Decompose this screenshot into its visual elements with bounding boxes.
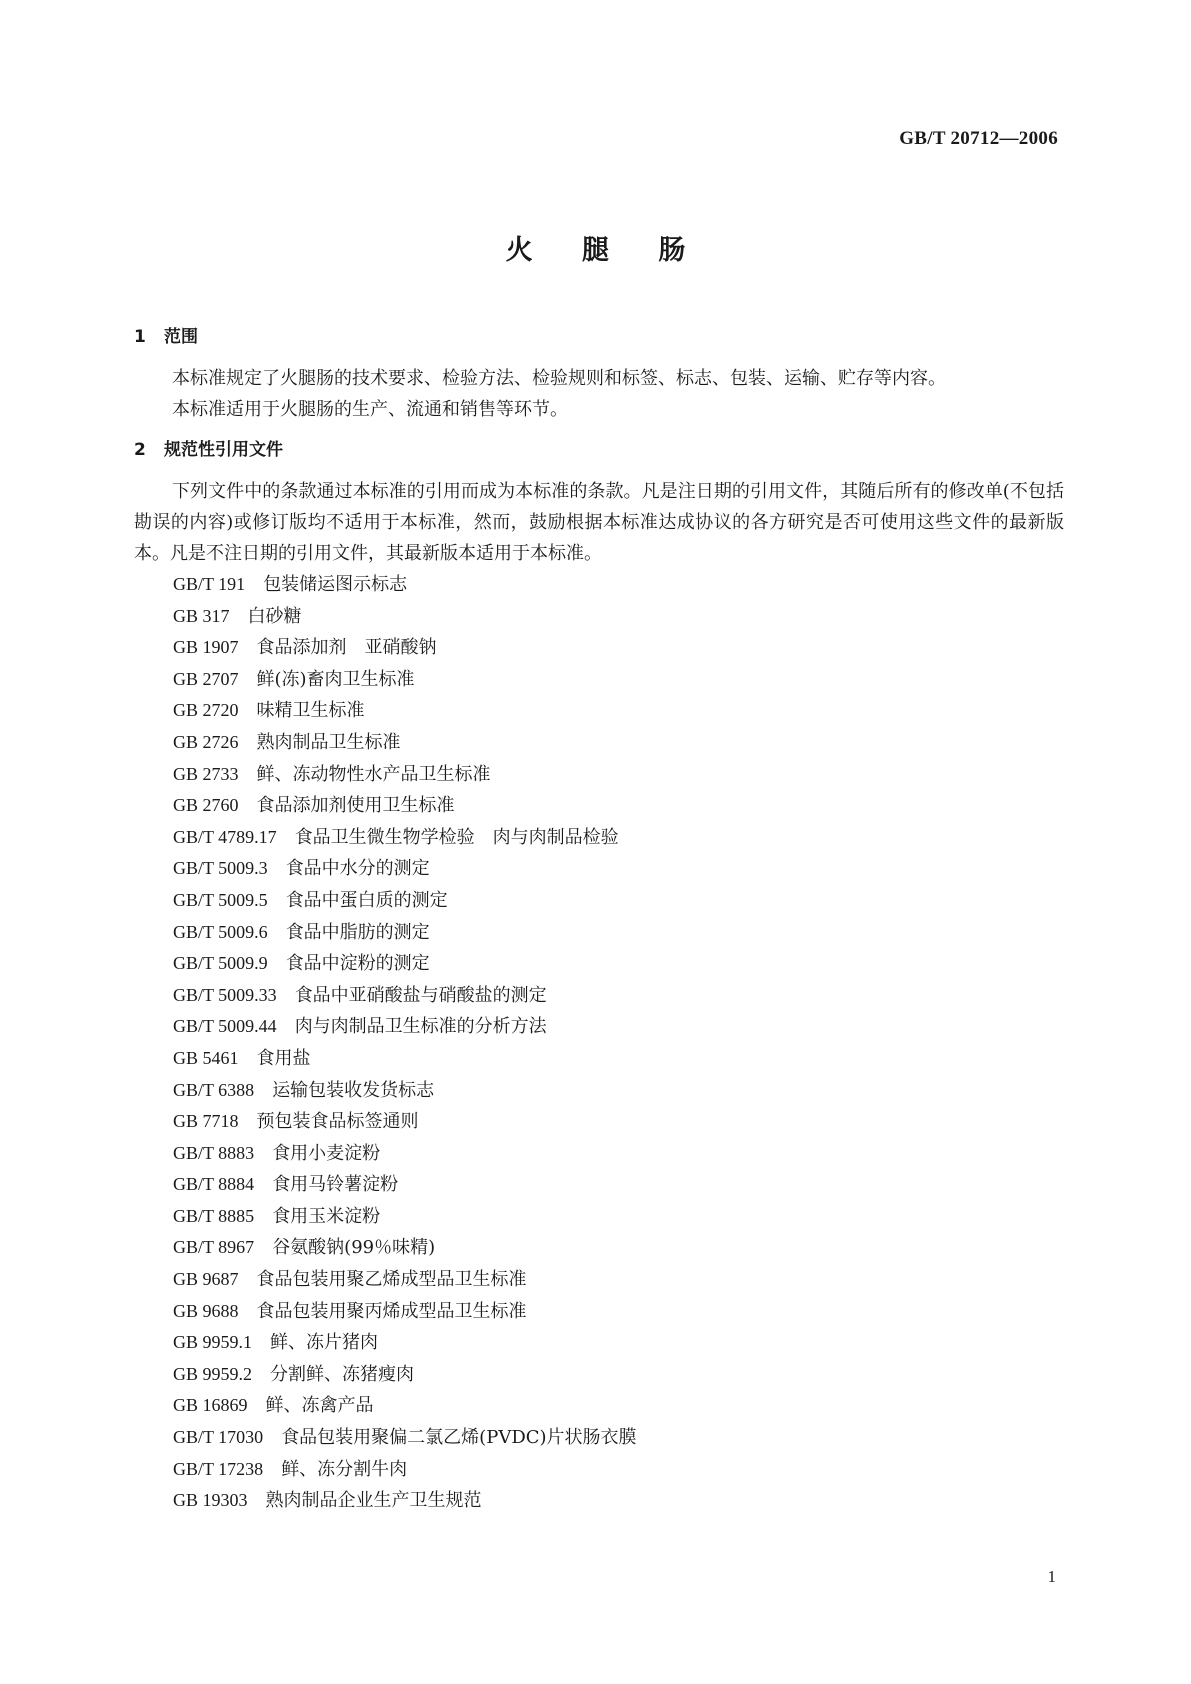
document-body <box>134 322 1064 1517</box>
reference-item <box>134 1422 1064 1454</box>
reference-title: 食品卫生微生物学检验 肉与肉制品检验 <box>294 826 619 848</box>
reference-item <box>134 853 1064 885</box>
reference-title: 食品包装用聚丙烯成型品卫生标准 <box>256 1300 527 1322</box>
reference-title: 谷氨酸钠(99％味精) <box>272 1237 436 1259</box>
reference-item <box>134 1201 1064 1233</box>
reference-item <box>134 1138 1064 1170</box>
reference-item <box>134 885 1064 917</box>
reference-title: 运输包装收发货标志 <box>272 1079 435 1101</box>
reference-item <box>134 632 1064 664</box>
reference-code: GB 1907 <box>173 637 239 658</box>
reference-title: 食品中脂肪的测定 <box>285 921 430 943</box>
reference-item <box>134 948 1064 980</box>
reference-item <box>134 1296 1064 1328</box>
reference-item <box>134 664 1064 696</box>
reference-item <box>134 1011 1064 1043</box>
reference-code: GB/T 8884 <box>173 1174 255 1195</box>
reference-code: GB/T 17030 <box>173 1427 264 1448</box>
standard-code: GB/T 20712—2006 <box>899 128 1058 149</box>
scope-paragraph: 本标准规定了火腿肠的技术要求、检验方法、检验规则和标签、标志、包装、运输、贮存等内容。 <box>172 368 946 389</box>
reference-code: GB/T 5009.6 <box>173 921 268 942</box>
reference-title: 食品包装用聚偏二氯乙烯(PVDC)片状肠衣膜 <box>281 1427 637 1449</box>
reference-code: GB/T 5009.33 <box>173 984 277 1005</box>
reference-code: GB/T 6388 <box>173 1079 255 1100</box>
references-body <box>134 476 1064 1517</box>
scope-paragraph: 本标准适用于火腿肠的生产、流通和销售等环节。 <box>172 399 568 420</box>
reference-item <box>134 1327 1064 1359</box>
reference-title: 鲜、冻动物性水产品卫生标准 <box>256 763 491 785</box>
reference-title: 包装储运图示标志 <box>263 574 408 595</box>
section-heading-normative-references <box>134 435 1064 466</box>
reference-code: GB 9687 <box>173 1269 239 1290</box>
document-title: 火 腿 肠 <box>505 235 706 266</box>
reference-title: 食品中亚硝酸盐与硝酸盐的测定 <box>294 984 547 1006</box>
reference-item <box>134 1232 1064 1264</box>
reference-item <box>134 1454 1064 1486</box>
section-number: 1 <box>134 327 146 347</box>
reference-item <box>134 1390 1064 1422</box>
reference-title: 肉与肉制品卫生标准的分析方法 <box>294 1016 547 1038</box>
section-title: 规范性引用文件 <box>164 440 283 460</box>
section-heading-scope <box>134 322 1064 353</box>
reference-item <box>134 1485 1064 1517</box>
reference-item <box>134 1043 1064 1075</box>
reference-title: 食用盐 <box>256 1047 311 1069</box>
reference-title: 鲜(冻)畜肉卫生标准 <box>256 668 415 690</box>
reference-title: 熟肉制品卫生标准 <box>256 731 401 753</box>
page-number: 1 <box>1047 1567 1056 1586</box>
reference-code: GB 9959.1 <box>173 1332 253 1353</box>
reference-title: 鲜、冻片猪肉 <box>270 1332 379 1354</box>
reference-title: 分割鲜、冻猪瘦肉 <box>270 1363 415 1385</box>
reference-code: GB/T 5009.3 <box>173 858 268 879</box>
scope-body <box>134 363 1064 425</box>
reference-title: 鲜、冻分割牛肉 <box>281 1458 408 1480</box>
section-title: 范围 <box>164 327 198 347</box>
reference-list <box>134 569 1064 1517</box>
reference-title: 食品中蛋白质的测定 <box>285 889 448 911</box>
reference-title: 熟肉制品企业生产卫生规范 <box>265 1490 482 1512</box>
reference-code: GB 2733 <box>173 763 239 784</box>
reference-code: GB 16869 <box>173 1395 248 1416</box>
reference-item <box>134 1106 1064 1138</box>
reference-item <box>134 1169 1064 1201</box>
reference-code: GB 2707 <box>173 668 239 689</box>
reference-title: 食用小麦淀粉 <box>272 1142 381 1164</box>
reference-title: 味精卫生标准 <box>256 700 365 722</box>
reference-code: GB 9959.2 <box>173 1363 253 1384</box>
reference-code: GB 2760 <box>173 795 239 816</box>
reference-title: 食用玉米淀粉 <box>272 1205 381 1227</box>
reference-code: GB 9688 <box>173 1300 239 1321</box>
reference-code: GB/T 8967 <box>173 1237 255 1258</box>
reference-title: 白砂糖 <box>247 605 302 627</box>
reference-code: GB 317 <box>173 605 230 626</box>
reference-item <box>134 980 1064 1012</box>
reference-item <box>134 569 1064 601</box>
reference-item <box>134 695 1064 727</box>
reference-item <box>134 601 1064 633</box>
reference-title: 食品添加剂 亚硝酸钠 <box>256 637 437 659</box>
reference-code: GB/T 4789.17 <box>173 826 277 847</box>
reference-code: GB/T 5009.5 <box>173 889 268 910</box>
reference-item <box>134 759 1064 791</box>
reference-title: 鲜、冻禽产品 <box>265 1395 374 1417</box>
reference-item <box>134 727 1064 759</box>
reference-code: GB/T 5009.44 <box>173 1016 277 1037</box>
section-number: 2 <box>134 440 146 460</box>
reference-title: 食用马铃薯淀粉 <box>272 1174 399 1196</box>
references-intro: 下列文件中的条款通过本标准的引用而成为本标准的条款。凡是注日期的引用文件，其随后所有的修改单(不包括勘误的内容)或修订版均不适用于本标准，然而，鼓励根据本标准达成协议的各方研究是否可使用这些文件的最新版本。凡是不注日期的引用文件，其最新版本适用于本标准。 <box>134 481 1064 564</box>
reference-item <box>134 1264 1064 1296</box>
reference-title: 食品中水分的测定 <box>285 858 430 880</box>
reference-title: 食品添加剂使用卫生标准 <box>256 795 455 817</box>
reference-title: 食品包装用聚乙烯成型品卫生标准 <box>256 1269 527 1291</box>
reference-code: GB/T 8883 <box>173 1142 255 1163</box>
reference-code: GB/T 8885 <box>173 1205 255 1226</box>
reference-code: GB 5461 <box>173 1047 239 1068</box>
reference-code: GB/T 191 <box>173 574 246 594</box>
reference-code: GB 2720 <box>173 700 239 721</box>
reference-code: GB 2726 <box>173 731 239 752</box>
reference-item <box>134 822 1064 854</box>
reference-item <box>134 917 1064 949</box>
reference-item <box>134 790 1064 822</box>
reference-item <box>134 1075 1064 1107</box>
reference-code: GB/T 17238 <box>173 1458 264 1479</box>
reference-title: 食品中淀粉的测定 <box>285 953 430 975</box>
reference-item <box>134 1359 1064 1391</box>
reference-code: GB/T 5009.9 <box>173 953 268 974</box>
reference-title: 预包装食品标签通则 <box>256 1111 419 1133</box>
reference-code: GB 19303 <box>173 1490 248 1511</box>
reference-code: GB 7718 <box>173 1111 239 1132</box>
